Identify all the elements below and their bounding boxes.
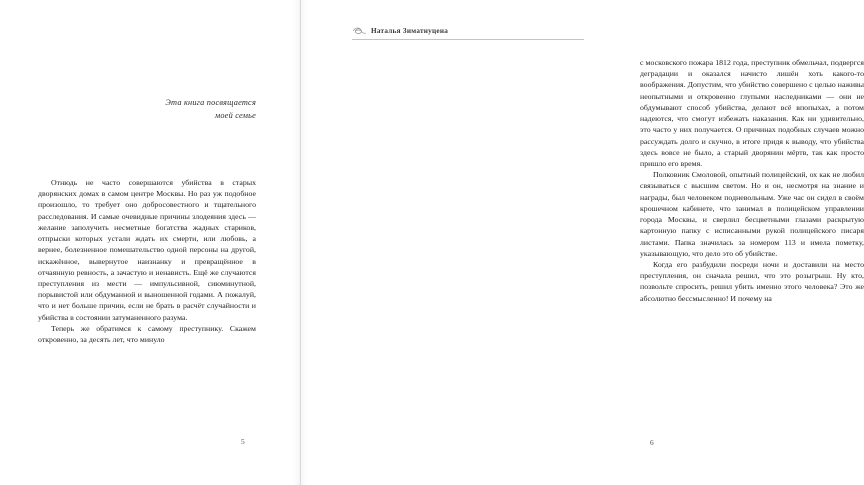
running-head (352, 26, 584, 36)
page-number-right: 6 (650, 438, 654, 447)
paragraph: Полковник Смоловой, опытный полицейский, ох как не любил связываться с высшим светом. Но и он, несмотря на знание и награды, был человеком подневольным. Уже час он сидел в своём крошечном кабинете, что занимал в полицейском управлении города Москвы, и сверлил бесцветными глазами раскрытую картонную папку с исписанными рукой полицейского писаря листами. Папка значилась за номером 113 и имела пометку, указывающую, что дело это об убийстве. (640, 170, 864, 258)
running-head-rule (352, 39, 584, 40)
page-fold-line (300, 0, 301, 485)
right-page-body (640, 57, 864, 304)
page-number-left: 5 (241, 437, 245, 446)
leaf-ornament-icon (352, 26, 367, 36)
paragraph: Теперь же обратимся к самому преступнику. Скажем откровенно, за десять лет, что минуло (38, 323, 256, 345)
right-page (300, 0, 864, 485)
left-page-body (38, 177, 256, 345)
dedication (44, 96, 256, 122)
paragraph: Отнюдь не часто совершаются убийства в старых дворянских домах в самом центре Москвы. Но раз уж подобное произошло, то требует оно добросовестного и тщательного расследования. И самые очевидные причины злодеяния здесь — желание заполучить несметные богатства жадных стариков, отпрыски которых устали ждать их смерти, или любовь, а вернее, болезненное помешательство одной персоны на другой, искажённое, вывернутое наизнанку и превращённое в отчаянную ревность, а зачастую и ненависть. Ещё же случаются преступления из мести — импульсивной, сиюминутной, порывистой или обдуманной и выношенной годами. А пожалуй, что и нет больше причин, если не брать в расчёт случайности и убийства в состоянии затуманенного разума. (38, 178, 256, 322)
running-head-author: Наталья Зиматнуцена (371, 27, 449, 35)
paragraph: с московского пожара 1812 года, преступник обмельчал, подвергся деградации и оказался начисто лишён хоть какого-то воображения. Допустим, что убийство совершено с целью наживы неопытными и откровенно глупыми наследниками — они не обдумывают способ убийства, делают всё впопыхах, а потом надеются, что смогут избежать наказания. Как ни удивительно, это часто у них получается. О причинах подобных случаев можно рассуждать долго и скучно, в итоге придя к выводу, что убийства здесь вовсе не было, а старый дворянин мёртв, так как просто пришло его время. (640, 58, 864, 168)
paragraph: Когда его разбудили посреди ночи и доставили на место преступления, он сначала решил, что это розыгрыш. Ну кто, позвольте спросить, решил убить именно этого человека? Это же абсолютно бессмысленно! И почему на (640, 259, 864, 303)
dedication-line-1: Эта книга посвящается (165, 98, 256, 107)
dedication-line-2: моей семье (214, 111, 256, 120)
left-page (0, 0, 300, 485)
